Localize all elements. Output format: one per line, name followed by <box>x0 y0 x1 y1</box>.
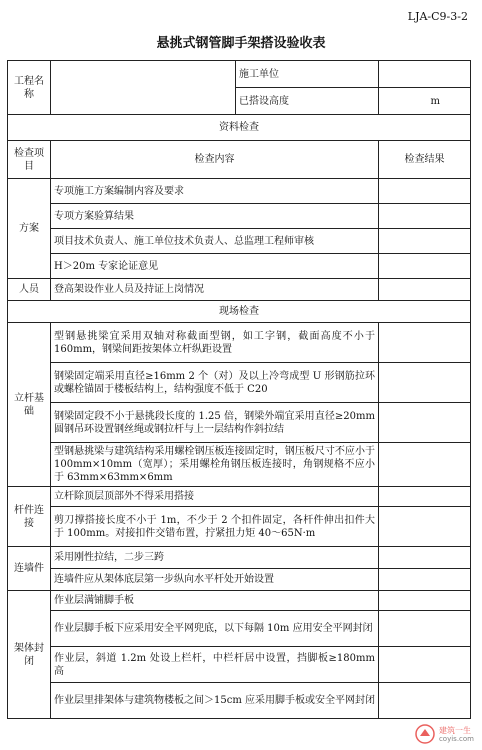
check-result-cell[interactable] <box>379 254 471 279</box>
check-content: 作业层脚手板下应采用安全平网兜底，以下每隔 10m 应用安全平网封闭 <box>51 611 379 647</box>
check-content: 型钢悬挑梁与建筑结构采用螺栓钢压板连接固定时，钢压板尺寸不应小于 100mm×10mm（宽厚）；采用螺栓角钢压板连接时，角钢规格不应小于 63mm×63mm×6mm <box>51 443 379 487</box>
check-result-cell[interactable] <box>379 647 471 683</box>
group-staff <box>8 279 471 301</box>
check-item-label: 连墙件 <box>8 547 51 591</box>
checklist-row <box>8 487 471 507</box>
checklist-row <box>8 443 471 487</box>
check-content: 型钢悬挑梁宜采用双轴对称截面型钢，如工字钢，截面高度不小于 160mm，钢梁间距按架体立杆纵距设置 <box>51 323 379 363</box>
check-result-cell[interactable] <box>379 507 471 547</box>
check-content: 钢梁固定端采用直径≥16mm 2 个（对）及以上冷弯成型 U 形钢筋拉环或螺栓锚固于楼板结构上，结构强度不低于 C20 <box>51 363 379 403</box>
check-content: 专项方案验算结果 <box>51 204 379 229</box>
check-content: 作业层，斜道 1.2m 处设上栏杆，中栏杆居中设置，挡脚板≥180mm 高 <box>51 647 379 683</box>
check-item-label: 立杆基础 <box>8 323 51 487</box>
construction-unit-label: 施工单位 <box>236 61 379 88</box>
group-plan <box>8 179 471 279</box>
check-result-cell[interactable] <box>379 279 471 301</box>
check-item-label: 杆件连接 <box>8 487 51 547</box>
document-code: LJA-C9-3-2 <box>407 10 468 23</box>
check-result-cell[interactable] <box>379 443 471 487</box>
checklist-row <box>8 647 471 683</box>
checklist-row <box>8 204 471 229</box>
watermark-emblem-icon <box>415 724 435 744</box>
checklist-row <box>8 179 471 204</box>
check-result-cell[interactable] <box>379 179 471 204</box>
group-pole-joint <box>8 487 471 547</box>
check-item-header: 检查项目 <box>8 141 51 179</box>
checklist-row <box>8 279 471 301</box>
watermark-logo <box>415 724 474 744</box>
checklist-row <box>8 403 471 443</box>
check-content: 项目技术负责人、施工单位技术负责人、总监理工程师审核 <box>51 229 379 254</box>
checklist-row <box>8 363 471 403</box>
check-item-label: 人员 <box>8 279 51 301</box>
checklist-row <box>8 611 471 647</box>
checklist-row <box>8 229 471 254</box>
watermark-url: coyis.com <box>438 734 474 743</box>
group-wall-tie <box>8 547 471 591</box>
check-result-cell[interactable] <box>379 611 471 647</box>
check-content: 作业层里排架体与建筑物楼板之间＞15cm 应采用脚手板或安全平网封闭 <box>51 683 379 719</box>
document-title: 悬挑式钢管脚手架搭设验收表 <box>156 36 326 51</box>
check-content: 立杆除顶层顶部外不得采用搭接 <box>51 487 379 507</box>
check-result-cell[interactable] <box>379 229 471 254</box>
built-height-label: 已搭设高度 <box>236 88 379 115</box>
check-result-cell[interactable] <box>379 487 471 507</box>
check-result-cell[interactable] <box>379 403 471 443</box>
check-result-header: 检查结果 <box>379 141 471 179</box>
checklist-row <box>8 683 471 719</box>
checklist-row <box>8 254 471 279</box>
checklist-row <box>8 591 471 611</box>
check-content: 钢梁固定段不小于悬挑段长度的 1.25 倍，钢梁外端宜采用直径≥20mm 圆钢吊环设置钢丝绳或钢拉杆与上一层结构作斜拉结 <box>51 403 379 443</box>
check-result-cell[interactable] <box>379 204 471 229</box>
check-content-header: 检查内容 <box>51 141 379 179</box>
group-pole-base <box>8 323 471 487</box>
project-name-label: 工程名称 <box>8 61 51 115</box>
check-result-cell[interactable] <box>379 547 471 569</box>
check-content: 连墙件应从架体底层第一步纵向水平杆处开始设置 <box>51 569 379 591</box>
built-height-unit: m <box>379 88 471 115</box>
checklist-row <box>8 569 471 591</box>
watermark-name: 建筑一生 <box>438 725 471 735</box>
check-content: H＞20m 专家论证意见 <box>51 254 379 279</box>
check-content: 登高架设作业人员及持证上岗情况 <box>51 279 379 301</box>
check-content: 作业层满铺脚手板 <box>51 591 379 611</box>
construction-unit-value[interactable] <box>379 61 471 88</box>
group-enclosure <box>8 591 471 719</box>
check-item-label: 架体封闭 <box>8 591 51 719</box>
check-item-label: 方案 <box>8 179 51 279</box>
checklist-row <box>8 323 471 363</box>
check-content: 采用刚性拉结，二步三跨 <box>51 547 379 569</box>
check-result-cell[interactable] <box>379 569 471 591</box>
site-section-header: 现场检查 <box>8 301 471 323</box>
project-name-value[interactable] <box>51 61 236 115</box>
check-content: 剪刀撑搭接长度不小于 1m，不少于 2 个扣件固定，各杆件伸出扣件大于 100mm。对接扣件交错布置，拧紧扭力矩 40～65N·m <box>51 507 379 547</box>
check-result-cell[interactable] <box>379 591 471 611</box>
check-content: 专项施工方案编制内容及要求 <box>51 179 379 204</box>
check-result-cell[interactable] <box>379 363 471 403</box>
docs-section-header: 资料检查 <box>8 115 471 141</box>
check-result-cell[interactable] <box>379 323 471 363</box>
check-result-cell[interactable] <box>379 683 471 719</box>
checklist-row <box>8 547 471 569</box>
checklist-row <box>8 507 471 547</box>
inspection-table <box>7 60 471 719</box>
